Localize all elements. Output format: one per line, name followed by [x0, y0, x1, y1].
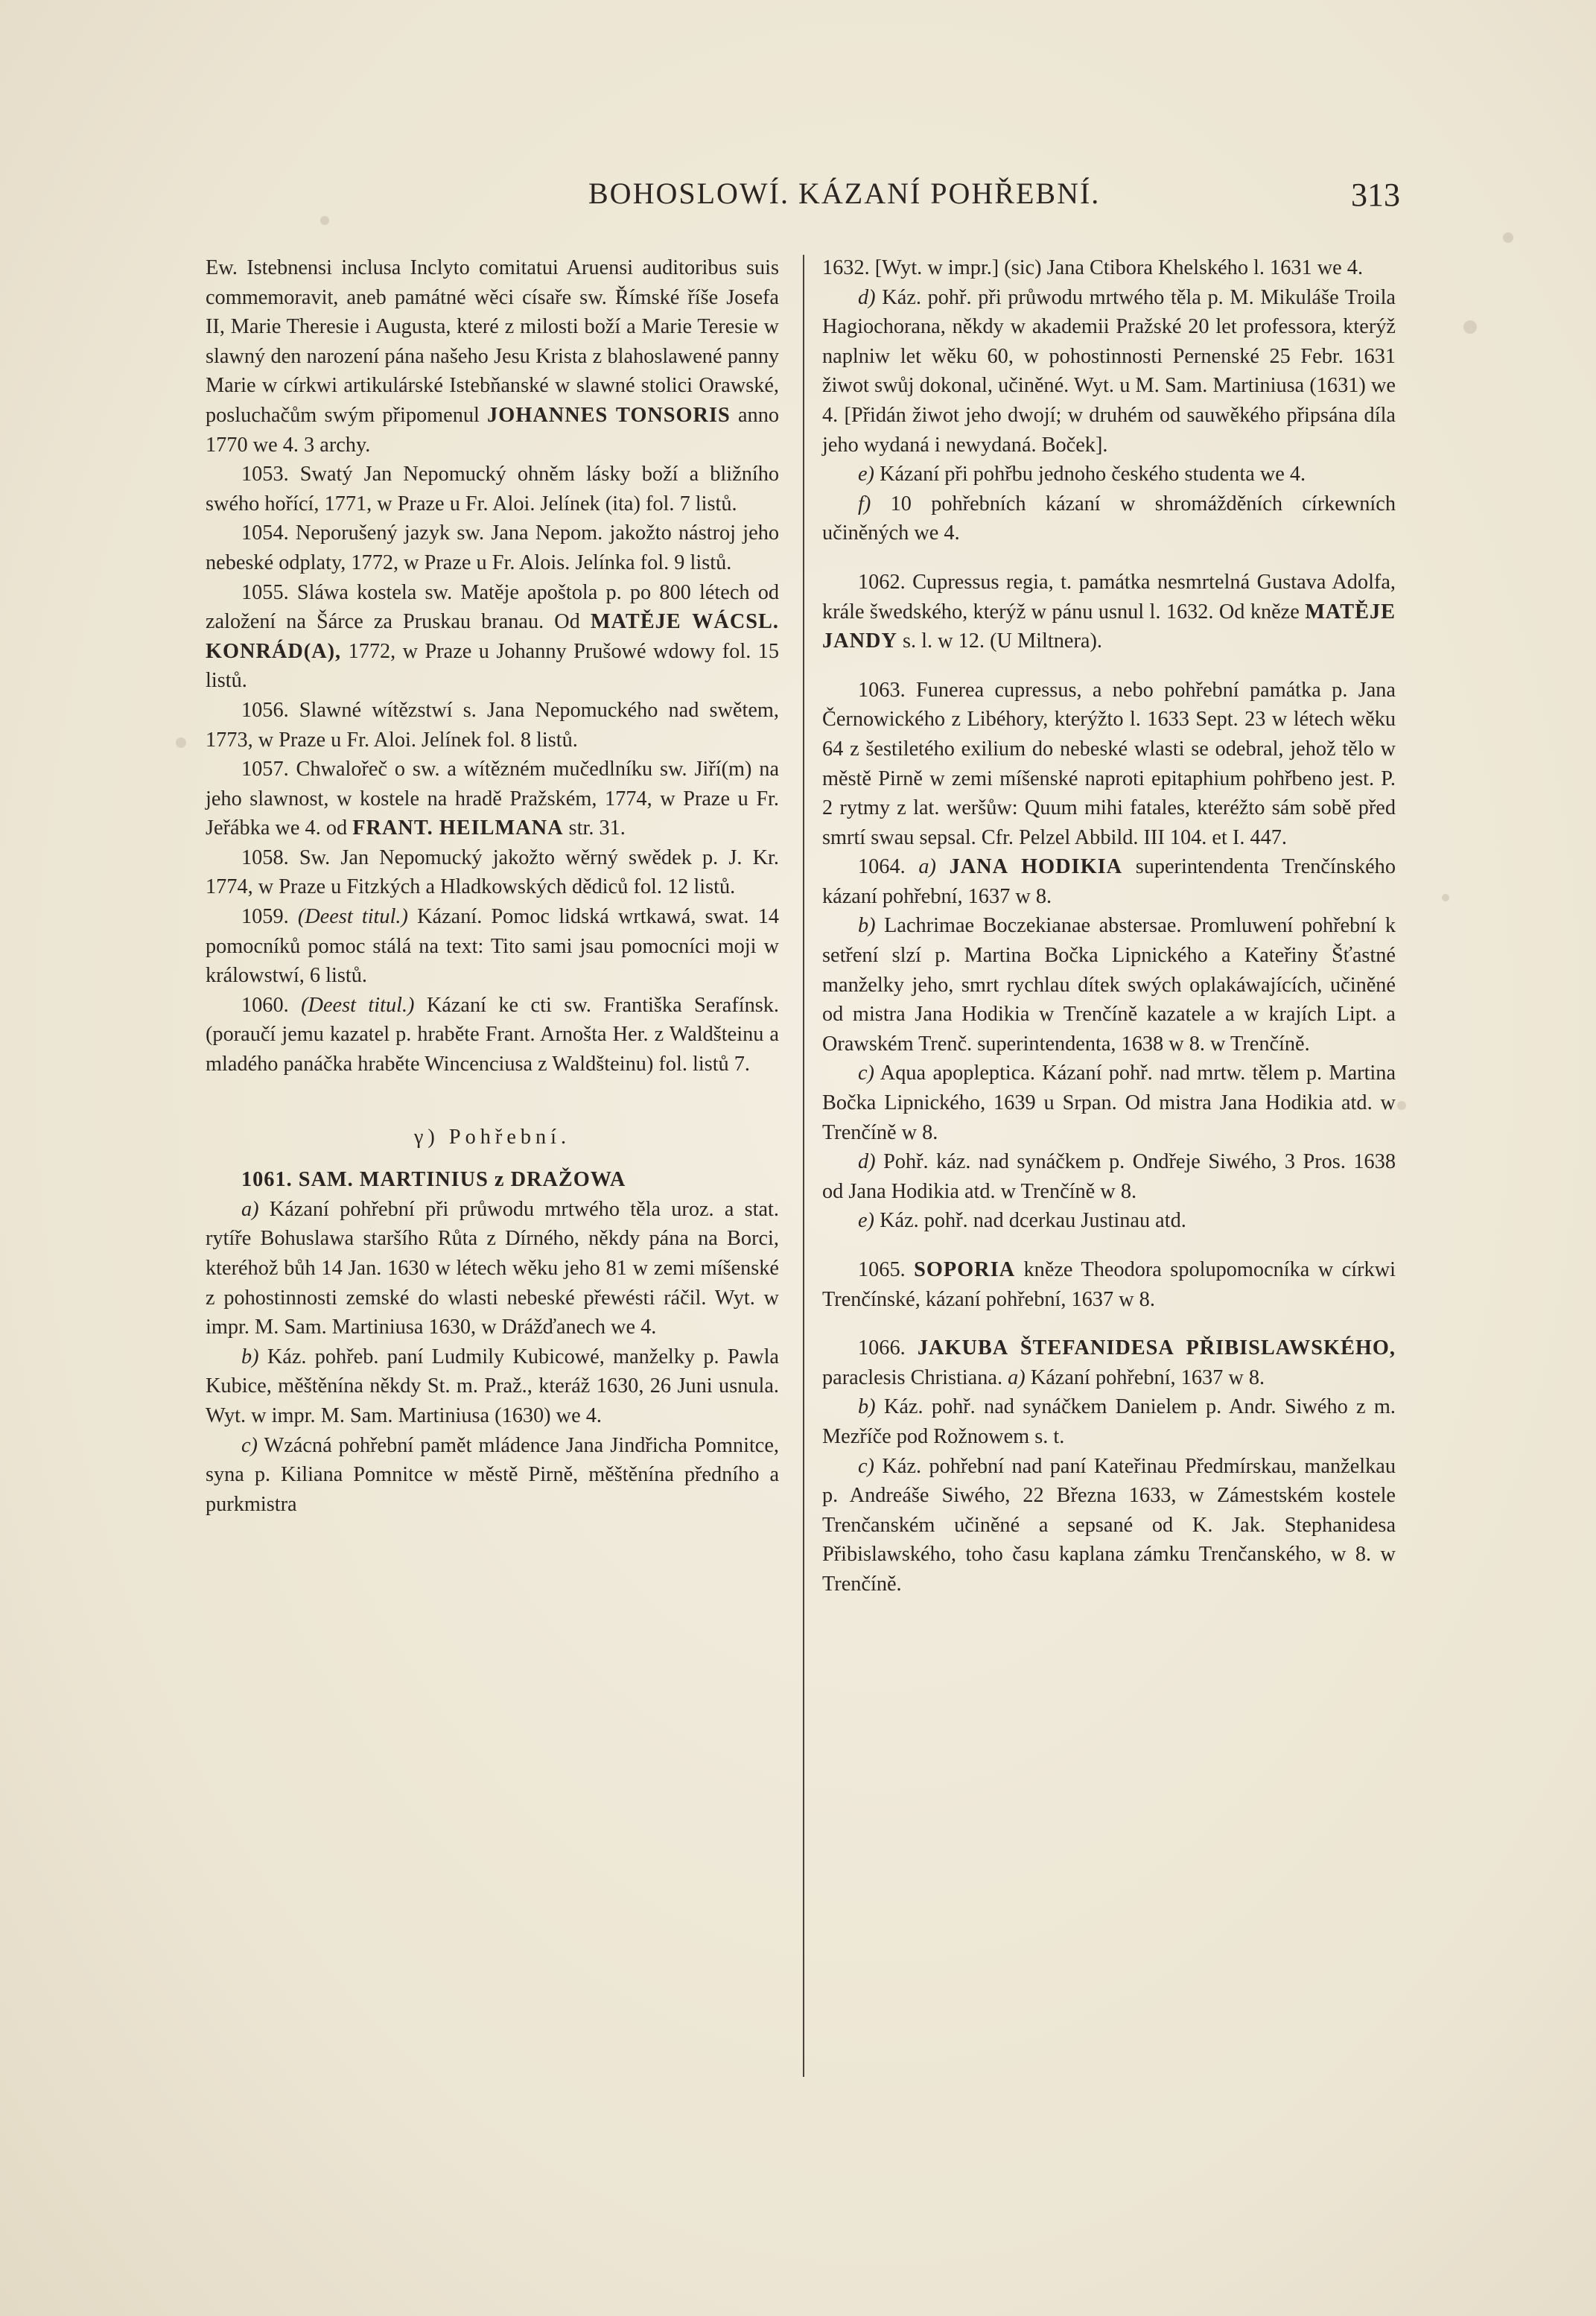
- author-name: MATĚJE WÁCSL. KONRÁD(A),: [206, 610, 779, 663]
- left-column: [206, 253, 779, 1519]
- entry-number: 1064.: [858, 855, 906, 879]
- entry-text: Káz. pohřeb. paní Ludmily Kubicowé, manželky p. Pawla Kubice, měštěnína někdy St. m. Praž., kteráž 1630, 26 Juni usnula. Wyt. w impr. M. Sam. Martiniusa (1630) we 4.: [206, 1345, 779, 1427]
- entry-1066: [822, 1333, 1396, 1392]
- entry-text: Kázaní pohřební při průwodu mrtwého těla uroz. a stat. rytíře Bohuslawa staršího Růta z Dírného, někdy pána na Borci, kteréhož bůh 14 Jan. 1630 w létech wěku jeho 81 w zemi míšenské z pohostinnosti zemské do wlasti nebeské přewésti ráčil. Wyt. w impr. M. Sam. Martiniusa 1630, w Drážďanech we 4.: [206, 1197, 779, 1339]
- author-name: SOPORIA: [914, 1258, 1016, 1281]
- entry-1058: 1058. Sw. Jan Nepomucký jakožto wěrný swědek p. J. Kr. 1774, w Praze u Fitzkých a Hladkowských dědiců fol. 12 listů.: [206, 846, 779, 899]
- entry-1063: 1063. Funerea cupressus, a nebo pohřební památka p. Jana Černowického z Libéhory, kterýžto l. 1633 Sept. 23 w létech wěku 64 z šestiletého exilium do nebeské wlasti se odebral, jehož tělo w městě Pirně w zemi míšenské naproti epitaphium pohřbeno jest. P. 2 rytmy z lat. weršůw: Quum mihi fatales, kteréžto sám sobě před smrtí swau sepsal. Cfr. Pelzel Abbild. III 104. et I. 447.: [822, 678, 1396, 849]
- item-marker: e): [858, 463, 874, 486]
- entry-1066-b: [822, 1392, 1396, 1451]
- section-heading: γ) Pohřební.: [413, 1125, 571, 1149]
- entry-number: 1060.: [241, 993, 289, 1017]
- entry-1064-c: [822, 1059, 1396, 1147]
- entry-text: 1772, w Praze u Johanny Prušowé wdowy fol. 15 listů.: [206, 639, 779, 693]
- entry-text: Aqua apopleptica. Kázaní pohř. nad mrtw. tělem p. Martina Bočka Lipnického, 1639 u Srpan. Od mistra Jana Hodikia atd. w Trenčíně w 8.: [822, 1062, 1396, 1144]
- entry-text: Káz. pohřební nad paní Kateřinau Předmírskau, manželkau p. Andreáše Siwého, 22 Března 1633, w Zámestském kostele Trenčanském učiněné a sepsané od K. Jak. Stephanidesa Přibislawského, toho času kaplana zámku Trenčanského, w 8. w Trenčíně.: [822, 1454, 1396, 1596]
- entry-text: 10 pohřebních kázaní w shromážděních církewních učiněných we 4.: [822, 492, 1396, 545]
- item-marker: c): [858, 1454, 874, 1478]
- entry-text: Káz. pohř. nad synáčkem Danielem p. Andr. Siwého z m. Mezříče pod Rožnowem s. t.: [822, 1395, 1396, 1448]
- entry-number: 1066.: [858, 1336, 906, 1360]
- entry-1056: 1056. Slawné wítězstwí s. Jana Nepomuckého nad swětem, 1773, w Praze u Fr. Aloi. Jelínek fol. 8 listů.: [206, 698, 779, 752]
- foxing-spot: [1442, 894, 1449, 901]
- foxing-spot: [1503, 232, 1513, 243]
- entry-text: Káz. pohř. při průwodu mrtwého těla p. M. Mikuláše Troila Hagiochorana, někdy w akademii Pražské 20 let professora, kterýž naplniw let wěku 60, w pohostinnosti Pernenské 25 Febr. 1631 žiwot swůj dokonal, učiněné. Wyt. u M. Sam. Martiniusa (1631) we 4. [Přidán žiwot jeho dwojí; w druhém od sauwěkého připsána díla jeho wydaná i newydaná. Boček].: [822, 285, 1396, 457]
- entry-1054: 1054. Neporušený jazyk sw. Jana Nepom. jakožto nástroj jeho nebeské odplaty, 1772, w Praze u Fr. Alois. Jelínka fol. 9 listů.: [206, 521, 779, 574]
- entry-text: Káz. pohř. nad dcerkau Justinau atd.: [880, 1209, 1186, 1233]
- entry-1057: [206, 755, 779, 843]
- item-marker: b): [858, 1395, 876, 1419]
- entry-1052-continued: [206, 253, 779, 460]
- entry-text: Kázaní pohřební, 1637 w 8.: [1030, 1365, 1265, 1389]
- entry-1066-c: [822, 1452, 1396, 1599]
- entry-text: Kázaní při pohřbu jednoho českého studenta we 4.: [880, 463, 1306, 486]
- author-name: JAKUBA ŠTEFANIDESA PŘIBISLAWSKÉHO,: [917, 1336, 1396, 1360]
- entry-1061-a: [206, 1195, 779, 1342]
- item-marker: e): [858, 1209, 874, 1233]
- entry-text: Kázaní ke cti sw. Františka Serafínsk. (poraučí jemu kazatel p. hraběte Frant. Arnošta Her. z Waldšteinu a mladého panáčka hraběte Wincenciusa z Waldšteinu) fol. listů 7.: [206, 993, 779, 1076]
- entry-1055: [206, 578, 779, 696]
- item-marker: d): [858, 285, 876, 309]
- foxing-spot: [1463, 320, 1477, 334]
- item-marker: b): [858, 914, 876, 938]
- entry-text: Lachrimae Boczekianae abstersae. Promluwení pohřební k setření slzí p. Martina Bočka Lipnického a Kateřiny Šťastné manželky jeho, smrt rychlau dítek swých oplakáwajících, učiněné od mistra Jana Hodikia w Trenčíně kazatele a w krajích Lipt. a Orawském Trenč. superintendenta, 1638 w 8. w Trenčíně.: [822, 914, 1396, 1056]
- entry-text: Wzácná pohřební pamět mládence Jana Jindřicha Pomnitce, syna p. Kiliana Pomnitce w městě Pirně, měštěnína předního a purkmistra: [206, 1433, 779, 1516]
- entry-text: anno 1770 we 4. 3 archy.: [206, 403, 780, 457]
- item-marker: c): [241, 1433, 258, 1457]
- entry-1064-b: [822, 911, 1396, 1059]
- entry-1064: [822, 852, 1396, 911]
- foxing-spot: [1397, 1101, 1406, 1110]
- author-name: JANA HODIKIA: [949, 855, 1123, 879]
- entry-1060: [206, 991, 779, 1079]
- entry-note: (Deest titul.): [301, 993, 415, 1017]
- entry-text: 1062. Cupressus regia, t. památka nesmrtelná Gustava Adolfa, krále šwedského, kterýž w pánu usnul l. 1632. Od kněze: [822, 570, 1396, 624]
- entry-1061-c-continued: 1632. [Wyt. w impr.] (sic) Jana Ctibora Khelského l. 1631 we 4.: [822, 256, 1364, 279]
- item-marker: d): [858, 1150, 876, 1174]
- item-marker: c): [858, 1062, 874, 1085]
- entry-1061-heading: 1061. SAM. MARTINIUS z DRAŽOWA: [241, 1168, 626, 1192]
- author-name: MATĚJE JANDY: [822, 600, 1396, 653]
- entry-number: 1065.: [858, 1258, 906, 1281]
- entry-1062: [822, 568, 1396, 656]
- entry-text: Kázaní. Pomoc lidská wrtkawá, swat. 14 pomocníků pomoc stálá na text: Tito sami jsau pomocníci moji w králowstwí, 6 listů.: [206, 905, 779, 988]
- entry-text: superintendenta Trenčínského kázaní pohřební, 1637 w 8.: [822, 855, 1396, 908]
- page-header: [201, 176, 1400, 221]
- entry-text: s. l. w 12. (U Miltnera).: [902, 629, 1102, 653]
- entry-1053: 1053. Swatý Jan Nepomucký ohněm lásky boží a bližního swého hořící, 1771, w Praze u Fr. Aloi. Jelínek (ita) fol. 7 listů.: [206, 463, 779, 515]
- entry-1064-e: [822, 1206, 1396, 1236]
- page-number: 313: [1351, 177, 1400, 213]
- entry-1061-e: [822, 460, 1396, 489]
- entry-1061-c: [206, 1431, 779, 1520]
- entry-text: 1057. Chwalořeč o sw. a wítězném mučedlníku sw. Jiří(m) na jeho slawnost, w kostele na hradě Pražském, 1774, w Praze u Fr. Jeřábka we 4. od: [206, 758, 779, 840]
- entry-text: 1055. Sláwa kostela sw. Matěje apoštola p. po 800 létech od založení na Šárce za Pruskau branau. Od: [206, 580, 779, 634]
- entry-text: kněze Theodora spolupomocníka w církwi Trenčínské, kázaní pohřební, 1637 w 8.: [822, 1258, 1396, 1311]
- item-marker: b): [241, 1345, 259, 1368]
- entry-1061-d: [822, 283, 1396, 460]
- entry-1064-d: [822, 1147, 1396, 1206]
- entry-text: str. 31.: [568, 816, 626, 840]
- item-marker: a): [1008, 1365, 1026, 1389]
- running-head: BOHOSLOWÍ. KÁZANÍ POHŘEBNÍ.: [588, 177, 1101, 210]
- right-column: [822, 253, 1396, 1599]
- entry-1061-f: [822, 489, 1396, 548]
- column-divider: [803, 255, 804, 2077]
- item-marker: a): [918, 855, 936, 879]
- entry-note: (Deest titul.): [297, 905, 408, 929]
- entry-text: Ew. Istebnensi inclusa Inclyto comitatui Aruensi auditoribus suis commemoravit, aneb památné wěci císaře sw. Římské říše Josefa II, Marie Theresie i Augusta, které z milosti boží a Marie Teresie w slawný den narození pána našeho Jesu Krista z blahoslawené panny Marie w církwi artikulárské Istebňanské w slawné stolici Orawské, posluchačům swým připomenul: [206, 256, 779, 427]
- item-marker: a): [241, 1197, 259, 1221]
- entry-text: Pohř. káz. nad synáčkem p. Ondřeje Siwého, 3 Pros. 1638 od Jana Hodikia atd. w Trenčíně w 8.: [822, 1150, 1396, 1203]
- entry-1059: [206, 902, 779, 991]
- foxing-spot: [176, 737, 186, 748]
- entry-text: paraclesis Christiana.: [822, 1365, 1003, 1389]
- author-name: FRANT. HEILMANA: [352, 816, 564, 840]
- entry-1065: [822, 1255, 1396, 1314]
- author-name: JOHANNES TONSORIS: [487, 403, 731, 427]
- item-marker: f): [858, 492, 871, 515]
- entry-number: 1059.: [241, 905, 289, 929]
- entry-1061-b: [206, 1342, 779, 1431]
